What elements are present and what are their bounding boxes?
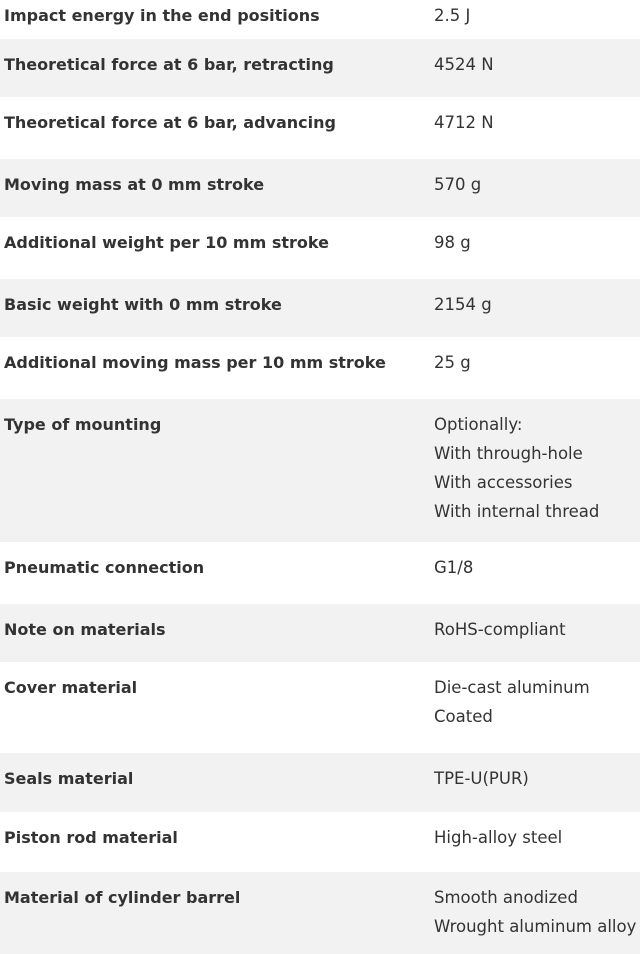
spec-row-cover-material [0,662,640,753]
spec-row-piston-rod-material [0,812,640,872]
spec-label: Piston rod material [4,828,178,847]
spec-value [434,764,640,812]
spec-row-impact-energy [0,0,640,39]
spec-row-seals-material [0,753,640,812]
spec-value [434,883,640,954]
spec-value-line: With through-hole [434,444,583,463]
spec-row-force-advancing [0,97,640,159]
spec-value-line: 2154 g [434,295,492,314]
spec-value [434,615,640,662]
spec-label: Theoretical force at 6 bar, retracting [4,55,334,74]
spec-value [434,290,640,337]
spec-row-cylinder-barrel-material [0,872,640,954]
spec-value-line: 2.5 J [434,6,471,25]
spec-value-line: 4712 N [434,113,494,132]
spec-value-line: With accessories [434,473,573,492]
spec-value [434,228,640,279]
spec-value [434,553,640,604]
spec-value-line: Optionally: [434,415,523,434]
spec-row-type-of-mounting [0,399,640,542]
spec-value [434,108,640,159]
spec-value-line: Wrought aluminum alloy [434,917,637,936]
spec-label: Basic weight with 0 mm stroke [4,295,282,314]
spec-label: Pneumatic connection [4,558,205,577]
spec-label: Note on materials [4,620,166,639]
spec-label: Material of cylinder barrel [4,888,241,907]
spec-value-line: TPE-U(PUR) [434,769,529,788]
spec-row-moving-mass [0,159,640,217]
spec-value-line: Smooth anodized [434,888,578,907]
spec-value [434,410,640,542]
spec-value-line: 25 g [434,353,471,372]
spec-value-line: 570 g [434,175,482,194]
spec-label: Type of mounting [4,415,162,434]
spec-label: Moving mass at 0 mm stroke [4,175,265,194]
spec-label: Theoretical force at 6 bar, advancing [4,113,336,132]
spec-value-line: G1/8 [434,558,474,577]
spec-value [434,673,640,753]
spec-row-force-retracting [0,39,640,97]
spec-row-additional-moving-mass [0,337,640,399]
spec-value-line: RoHS-compliant [434,620,566,639]
spec-value [434,823,640,872]
spec-value-line: 98 g [434,233,471,252]
spec-label: Additional moving mass per 10 mm stroke [4,353,386,372]
spec-value-line: Coated [434,707,493,726]
spec-label: Cover material [4,678,138,697]
spec-label: Impact energy in the end positions [4,6,320,25]
spec-value [434,348,640,399]
spec-value-line: High-alloy steel [434,828,563,847]
spec-value [434,170,640,217]
spec-value [434,50,640,97]
spec-row-note-on-materials [0,604,640,662]
spec-value-line: Die-cast aluminum [434,678,590,697]
spec-label: Seals material [4,769,134,788]
spec-row-additional-weight [0,217,640,279]
spec-row-pneumatic-connection [0,542,640,604]
spec-row-basic-weight [0,279,640,337]
spec-label: Additional weight per 10 mm stroke [4,233,329,252]
spec-value-line: 4524 N [434,55,494,74]
spec-value-line: With internal thread [434,502,600,521]
spec-value [434,1,640,39]
